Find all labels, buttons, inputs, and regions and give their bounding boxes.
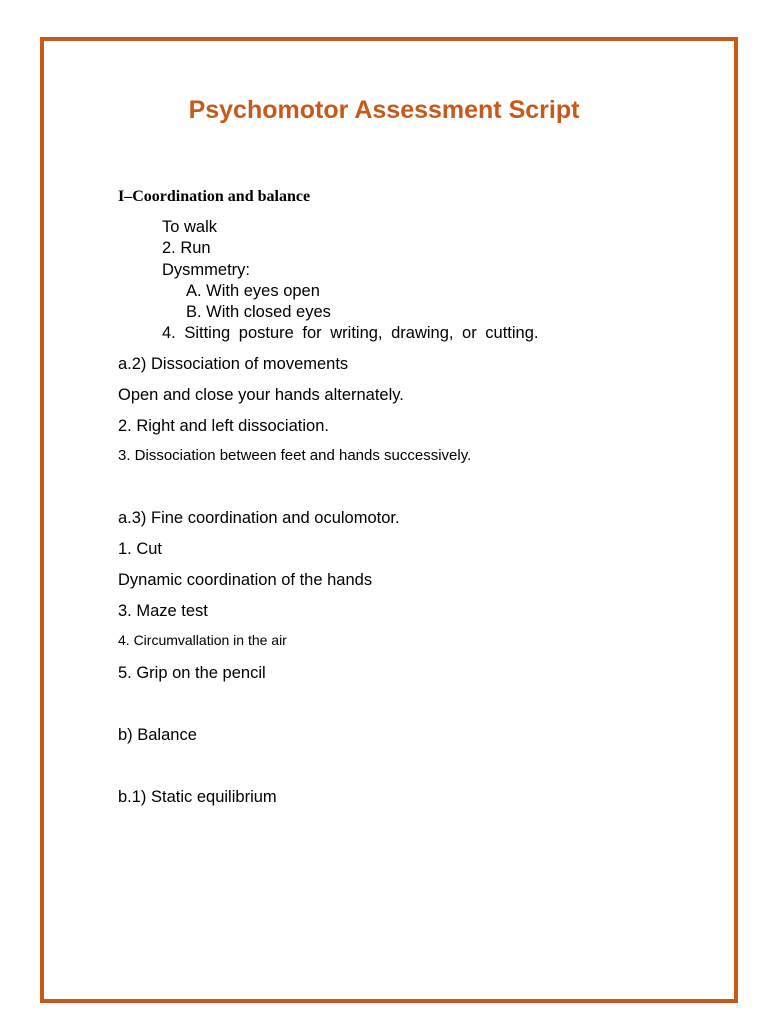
- list-item-run: 2. Run: [162, 239, 211, 257]
- dissociation-item-3: 3. Dissociation between feet and hands successively.: [118, 447, 472, 464]
- section-heading: I–Coordination and balance: [118, 188, 311, 205]
- page-title: Psychomotor Assessment Script: [188, 96, 580, 124]
- fine-coordination-item-3: 3. Maze test: [118, 602, 208, 620]
- fine-coordination-item-1: 1. Cut: [118, 540, 163, 558]
- sub-item-eyes-open: A. With eyes open: [186, 282, 320, 300]
- fine-coordination-heading: a.3) Fine coordination and oculomotor.: [118, 509, 400, 527]
- fine-coordination-item-5: 5. Grip on the pencil: [118, 664, 266, 682]
- dissociation-heading: a.2) Dissociation of movements: [118, 355, 349, 373]
- sub-item-eyes-closed: B. With closed eyes: [186, 303, 331, 321]
- list-item-sitting-posture: 4. Sitting posture for writing, drawing, or cutting.: [162, 324, 539, 342]
- fine-coordination-item-2: Dynamic coordination of the hands: [118, 571, 373, 589]
- list-item-dysmmetry: Dysmmetry:: [162, 261, 250, 279]
- static-equilibrium-heading: b.1) Static equilibrium: [118, 788, 277, 806]
- dissociation-item-2: 2. Right and left dissociation.: [118, 417, 329, 435]
- list-item-walk: To walk: [162, 218, 218, 236]
- fine-coordination-item-4: 4. Circumvallation in the air: [118, 632, 287, 648]
- balance-heading: b) Balance: [118, 726, 197, 744]
- dissociation-item-1: Open and close your hands alternately.: [118, 386, 404, 404]
